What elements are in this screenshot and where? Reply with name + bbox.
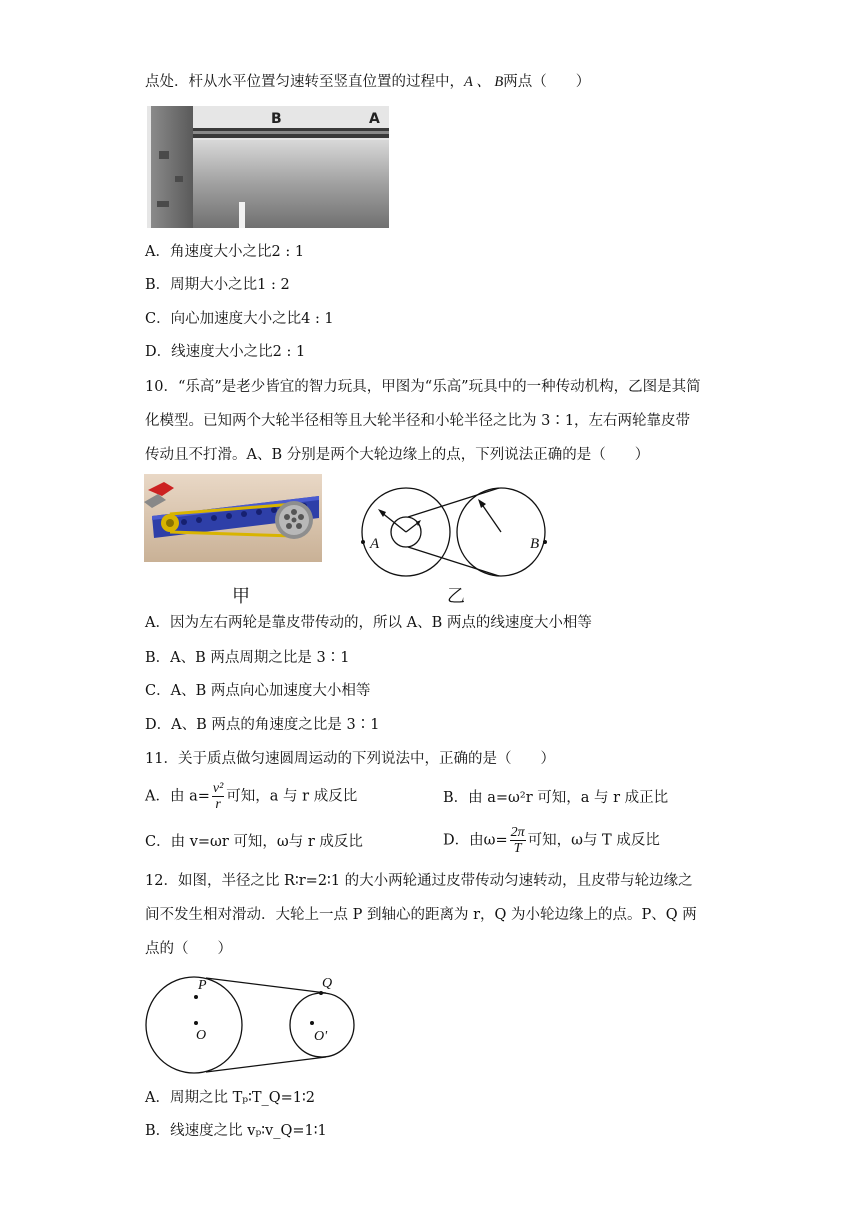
lego-photo xyxy=(144,474,322,562)
q9-option-b xyxy=(145,275,290,295)
fraction-denominator: r xyxy=(215,797,221,812)
label-q: Q xyxy=(322,976,333,991)
fraction-numerator: 2π xyxy=(510,825,525,840)
caption-yi: 乙 xyxy=(447,586,465,607)
fraction xyxy=(212,781,224,812)
q9-option-a xyxy=(145,242,304,262)
option-text: 线速度大小之比2 : 1 xyxy=(171,344,306,360)
fraction xyxy=(510,825,526,856)
q11-option-d xyxy=(443,825,660,856)
pulley-diagram-yi xyxy=(358,482,558,582)
q10-stem-line2: 化模型。已知两个大轮半径相等且大轮半径和小轮半径之比为 3∶1，左右两轮靠皮带 xyxy=(145,413,691,429)
label-o-prime: O' xyxy=(314,1029,328,1044)
rod-photo xyxy=(147,106,389,228)
diagram-label-b: B xyxy=(530,536,540,552)
q11-option-b: B．由 a=ω²r 可知，a 与 r 成正比 xyxy=(443,790,669,806)
option-text: 周期大小之比1 : 2 xyxy=(170,277,290,293)
caption-jia: 甲 xyxy=(232,586,250,607)
option-letter: C． xyxy=(145,311,171,327)
option-text: A、B 两点的角速度之比是 3∶1 xyxy=(171,717,380,733)
option-letter: A． xyxy=(145,244,170,260)
fraction-numerator: v² xyxy=(212,781,224,796)
q9-stem-tail: 点处．杆从水平位置匀速转至竖直位置的过程中， xyxy=(145,74,464,90)
label-p: P xyxy=(198,978,207,993)
q12-stem-line3: 点的（ ） xyxy=(145,941,232,957)
q12-option-b xyxy=(145,1121,327,1141)
q11-option-c: C．由 v=ωr 可知，ω与 r 成反比 xyxy=(145,834,363,850)
option-letter: B． xyxy=(145,277,171,293)
option-text: 角速度大小之比2 : 1 xyxy=(169,244,305,260)
q10-option-a xyxy=(145,613,592,633)
option-letter: C． xyxy=(145,683,171,699)
fraction-denominator: T xyxy=(513,841,522,856)
option-text: D．由ω= xyxy=(443,832,508,849)
q10-option-d xyxy=(145,715,379,735)
option-text: A、B 两点周期之比是 3∶1 xyxy=(170,650,350,666)
q9-option-d xyxy=(145,342,305,362)
option-text: 因为左右两轮是靠皮带传动的，所以 A、B 两点的线速度大小相等 xyxy=(169,615,592,631)
option-letter: A． xyxy=(145,1090,170,1106)
photo-label-b: B xyxy=(271,111,282,127)
q11-stem: 11．关于质点做匀速圆周运动的下列说法中，正确的是（ ） xyxy=(145,751,555,767)
option-letter: B． xyxy=(145,1123,171,1139)
photo-label-a: A xyxy=(369,111,380,127)
q12-option-a xyxy=(145,1088,315,1108)
q10-option-b xyxy=(145,648,349,668)
option-text: 线速度之比 vₚ∶v_Q=1∶1 xyxy=(170,1123,327,1139)
label-o: O xyxy=(196,1028,207,1043)
option-text: 可知，ω与 T 成反比 xyxy=(527,832,660,849)
diagram-label-a: A xyxy=(370,536,380,552)
option-text: A．由 a= xyxy=(145,788,210,805)
q10-stem-line3: 传动且不打滑。A、B 分别是两个大轮边缘上的点，下列说法正确的是（ ） xyxy=(145,447,650,463)
q9-stem xyxy=(145,72,590,92)
option-letter: D． xyxy=(145,344,172,360)
q9-stem-points: A 、 B xyxy=(464,74,504,90)
q9-stem-end: 两点（ ） xyxy=(503,74,591,90)
option-letter: D． xyxy=(145,717,172,733)
option-text: 可知，a 与 r 成反比 xyxy=(226,788,358,805)
option-text: 周期之比 Tₚ∶T_Q=1∶2 xyxy=(169,1090,316,1106)
q11-option-a xyxy=(145,781,357,812)
q10-stem-line1: 10．“乐高”是老少皆宜的智力玩具，甲图为“乐高”玩具中的一种传动机构，乙图是其简 xyxy=(145,379,701,395)
q9-option-c xyxy=(145,309,334,329)
option-letter: A． xyxy=(145,615,170,631)
q12-stem-line2: 间不发生相对滑动．大轮上一点 P 到轴心的距离为 r，Q 为小轮边缘上的点。P、Q 两 xyxy=(145,907,697,923)
belt-pulley-diagram xyxy=(144,973,364,1077)
q12-stem-line1: 12．如图，半径之比 R∶r=2∶1 的大小两轮通过皮带传动匀速转动，且皮带与轮边缘之 xyxy=(145,873,693,889)
q10-option-c xyxy=(145,681,370,701)
option-text: A、B 两点向心加速度大小相等 xyxy=(170,683,371,699)
option-text: 向心加速度大小之比4 : 1 xyxy=(170,311,334,327)
option-letter: B． xyxy=(145,650,171,666)
